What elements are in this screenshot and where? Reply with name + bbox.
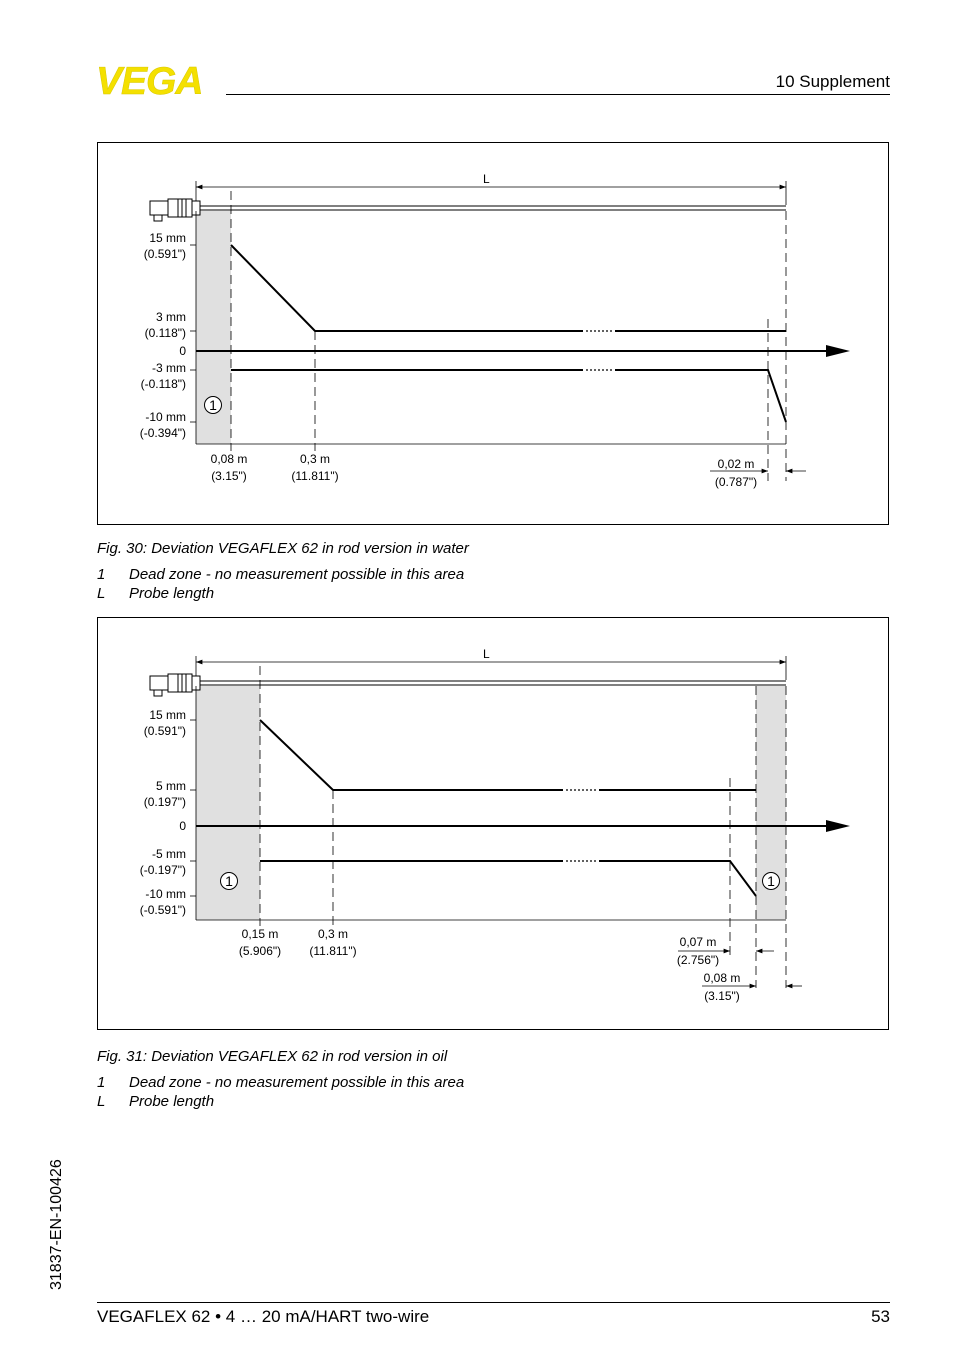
- x-label: 0,3 m: [299, 452, 331, 466]
- x-label: (2.756"): [676, 953, 720, 967]
- y-label: (0.118"): [144, 326, 186, 340]
- x-label: 0,3 m: [317, 927, 349, 941]
- svg-text:1: 1: [225, 873, 233, 889]
- footer-rule: [97, 1302, 890, 1303]
- figure-caption-oil: Fig. 31: Deviation VEGAFLEX 62 in rod version in oil: [97, 1048, 448, 1065]
- x-label: 0,08 m: [703, 971, 741, 985]
- length-label: L: [483, 647, 490, 661]
- y-label: (0.591"): [143, 724, 186, 738]
- y-label: 3 mm: [156, 310, 186, 324]
- length-label: L: [483, 172, 490, 186]
- page-number: 53: [871, 1307, 890, 1326]
- legend-item: 1 Dead zone - no measurement possible in this area: [97, 566, 465, 583]
- y-label: (0.591"): [143, 247, 186, 261]
- figure-water-diagram: [98, 143, 890, 526]
- x-label: (3.15"): [704, 989, 740, 1003]
- legend-item: 1 Dead zone - no measurement possible in this area: [97, 1074, 465, 1091]
- header-section-title: 10 Supplement: [775, 72, 890, 91]
- x-label: (3.15"): [211, 469, 247, 483]
- figure-oil-diagram: [98, 618, 890, 1031]
- svg-text:1: 1: [209, 397, 217, 413]
- y-label: 15 mm: [149, 231, 186, 245]
- probe-head-icon: [150, 674, 200, 696]
- x-label: (11.811"): [309, 944, 357, 958]
- x-label: 0,02 m: [717, 457, 755, 471]
- y-label: 15 mm: [149, 708, 186, 722]
- y-label: (-0.197"): [139, 863, 186, 877]
- y-label: -10 mm: [145, 887, 186, 901]
- figure-caption-water: Fig. 30: Deviation VEGAFLEX 62 in rod version in water: [97, 540, 469, 557]
- x-label: 0,15 m: [241, 927, 279, 941]
- header-rule: [226, 94, 890, 95]
- x-label: 0,08 m: [210, 452, 248, 466]
- figure-water: [97, 142, 889, 525]
- upper-deviation-line: [231, 245, 583, 331]
- legend-item: L Probe length: [97, 585, 215, 602]
- x-label: (5.906"): [238, 944, 282, 958]
- y-label: (0.197"): [143, 795, 186, 809]
- y-label: -3 mm: [152, 361, 186, 375]
- probe-head-icon: [150, 199, 200, 221]
- y-label: 5 mm: [156, 779, 186, 793]
- y-label: (-0.118"): [140, 377, 186, 391]
- figure-oil: [97, 617, 889, 1030]
- y-label: (-0.591"): [139, 903, 186, 917]
- upper-deviation-line: [260, 720, 563, 790]
- y-label: (-0.394"): [139, 426, 186, 440]
- x-label: (11.811"): [291, 469, 339, 483]
- y-label: 0: [179, 344, 186, 358]
- x-label: (0.787"): [714, 475, 758, 489]
- vega-logo: [96, 62, 220, 98]
- y-label: 0: [179, 819, 186, 833]
- y-label: -5 mm: [152, 847, 186, 861]
- svg-text:VEGA: VEGA: [96, 62, 203, 98]
- legend-item: L Probe length: [97, 1093, 215, 1110]
- document-id: 31837-EN-100426: [48, 1159, 65, 1290]
- svg-text:1: 1: [767, 873, 775, 889]
- footer-product: VEGAFLEX 62 • 4 … 20 mA/HART two-wire: [97, 1307, 430, 1326]
- x-label: 0,07 m: [679, 935, 717, 949]
- y-label: -10 mm: [145, 410, 186, 424]
